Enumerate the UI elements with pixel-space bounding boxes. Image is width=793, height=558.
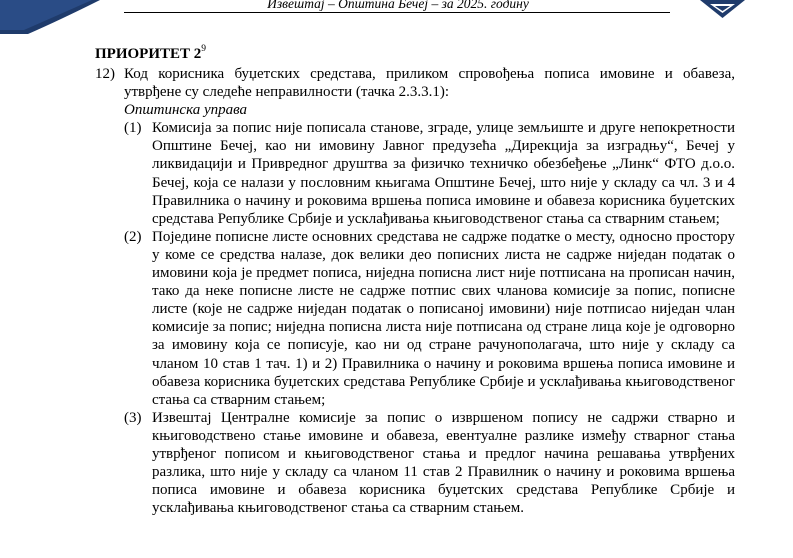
priority-label: ПРИОРИТЕТ 2 (95, 46, 202, 62)
item-number: 12) (95, 66, 115, 82)
emblem-icon (700, 0, 745, 20)
corner-swoosh-icon (0, 0, 105, 34)
list-item-number: (3) (124, 409, 142, 426)
list-item (124, 409, 735, 518)
priority-heading (95, 41, 735, 62)
header-logo (700, 0, 745, 20)
list-item-text: Поједине пописне листе основних средстава не садрже податке о месту, односно простору у коме се средства налазе, док велики део пописних листа не садрже ниједан податак о имовини која је предмет пописа, ниједна пописна лист није потписана на прописан начин, тако да неке пописне листе не садрже потпис свих чланова комисије за попис, пописне листе (које не садрже ниједан податак о пописаној имовини) није потписао ниједан члан комисије за попис; ниједна пописна листа није потписана од стране лица које је одговорно за имовину која се пописује, као ни од стране рачунополагача, што није у складу са чланом 10 став 1 тач. 1) и 2) Правилника о начину и роковима вршења пописа имовине и обавеза корисника буџетских средстава Републике Србије и усклађивања књиговодственог стања са стварним стањем; (152, 228, 735, 408)
list-item-number: (2) (124, 228, 142, 245)
list-item (124, 119, 735, 228)
list-item-text: Комисија за попис није пописала станове, зграде, улице земљиште и друге непокретности Општине Бечеј, као ни имовину Јавног предузећа „Дирекција за изградњу“, Бечеј у ликвидацији и Привредног друштва за физичко техничко обезбеђење „Линк“ ФТО д.о.о. Бечеј, која се налази у пословним књигама Општине Бечеј, што није у складу са чл. 3 и 4 Правилника о начину и роковима вршења пописа имовине и обавеза корисника буџетских средстава Републике Србије и усклађивања књиговодственог стања са стварним стањем; (152, 120, 735, 227)
header-divider (124, 12, 670, 13)
running-header-title: Извештај – Општина Бечеј – за 2025. годину (267, 0, 529, 11)
footnote-marker: 9 (201, 44, 207, 54)
irregularities-list (124, 119, 735, 517)
list-item (124, 228, 735, 409)
item-intro: Код корисника буџетских средстава, приликом спровођења пописа имовине и обавеза, утврђене су следеће неправилности (тачка 2.3.3.1): (124, 66, 735, 101)
list-item-number: (1) (124, 120, 142, 137)
header-corner-decoration (0, 0, 105, 34)
list-item-text: Извештај Централне комисије за попис о извршеном попису не садржи стварно и књиговодствено стање имовине и обавеза, евентуалне разлике између стварног стања утврђеног пописом и књиговодственог стања и предлог начина решавања утврђених разлика, што није у складу са чланом 11 став 2 Правилник о начину и роковима вршења пописа имовине и обавеза корисника буџетских средстава Републике Србије и усклађивања књиговодственог стања са стварним стањем. (152, 409, 735, 517)
report-section (95, 41, 735, 517)
finding-item (95, 65, 735, 517)
subheading-municipal-administration: Општинска управа (124, 102, 248, 119)
